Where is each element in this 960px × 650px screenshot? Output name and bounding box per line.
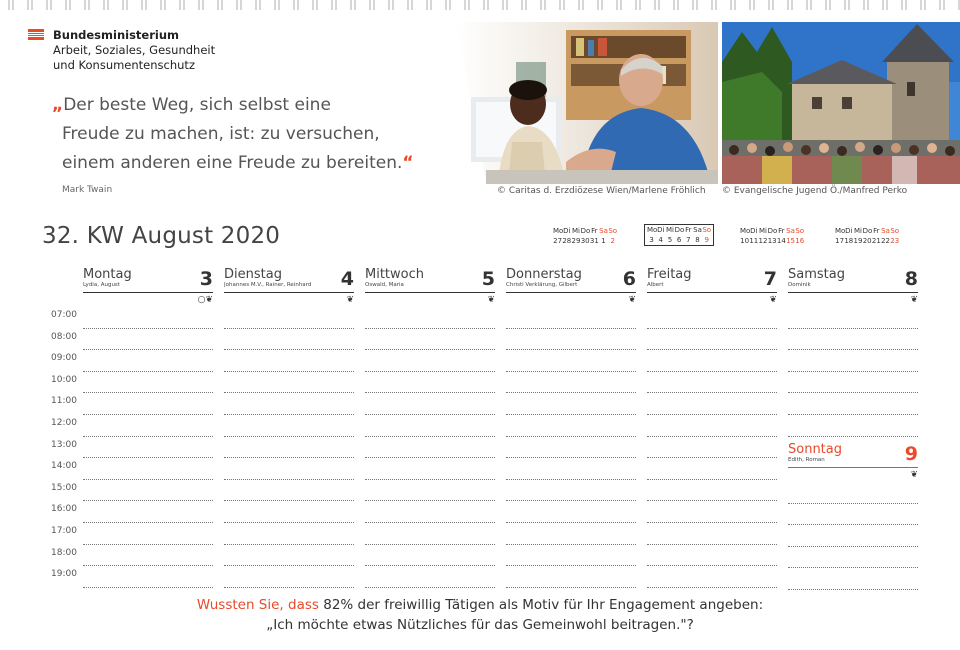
time-slot[interactable] <box>83 329 213 351</box>
time-slot[interactable] <box>224 458 354 480</box>
name-days: Dominik <box>788 282 811 288</box>
name-days: Lydia, August <box>83 282 120 288</box>
time-label: 17:00 <box>51 525 77 536</box>
full-moon-icon: ○ <box>197 295 206 305</box>
did-you-know-fact <box>0 595 960 635</box>
time-label: 18:00 <box>51 547 77 558</box>
time-slot[interactable] <box>365 415 495 437</box>
day-number: 6 <box>622 268 636 290</box>
time-slot[interactable] <box>647 545 777 567</box>
name-days: Johannes M.V., Rainer, Reinhard <box>224 282 312 288</box>
mini-calendar-next: MoDi MiDoFr SaSo 10111213141516 <box>740 227 805 245</box>
time-label: 12:00 <box>51 417 77 428</box>
time-slot[interactable] <box>224 393 354 415</box>
mini-calendar-current: MoDi MiDoFr SaSo 3 4 5 6 7 8 9 <box>644 224 714 246</box>
time-slot[interactable] <box>83 415 213 437</box>
day-column-monday <box>83 267 213 588</box>
ministry-line1: Bundesministerium <box>53 28 179 42</box>
photo-credit-2: © Evangelische Jugend Ö./Manfred Perko <box>722 186 908 196</box>
time-slot[interactable] <box>506 393 636 415</box>
photo-castle-group <box>722 22 960 184</box>
time-slot[interactable] <box>506 545 636 567</box>
leaf-icon: ❦ <box>487 295 495 305</box>
time-slot[interactable] <box>647 393 777 415</box>
quote-line2: Freude zu machen, ist: zu versuchen, <box>62 124 380 144</box>
time-slot[interactable] <box>788 547 918 569</box>
time-slot[interactable] <box>224 566 354 588</box>
time-slot[interactable] <box>224 350 354 372</box>
day-number: 8 <box>904 268 918 290</box>
day-name: Donnerstag <box>506 267 582 282</box>
fact-highlight: Wussten Sie, dass <box>196 597 319 613</box>
fact-line1: 82% der freiwillig Tätigen als Motiv für Ihr Engagement angeben: <box>318 597 764 613</box>
time-slot[interactable] <box>365 329 495 351</box>
day-column-sunday <box>788 442 918 590</box>
time-slot[interactable] <box>83 545 213 567</box>
time-slot[interactable] <box>788 393 918 415</box>
binding-spiral <box>0 0 960 10</box>
austria-flag-logo <box>28 29 44 40</box>
time-label: 14:00 <box>51 461 77 472</box>
time-slot[interactable] <box>788 372 918 394</box>
time-slot[interactable] <box>365 480 495 502</box>
time-slot[interactable] <box>788 482 918 504</box>
time-label: 16:00 <box>51 504 77 515</box>
day-column-wednesday <box>365 267 495 588</box>
close-quote-mark: “ <box>402 153 414 173</box>
day-name: Montag <box>83 267 132 282</box>
time-slot[interactable] <box>365 501 495 523</box>
time-slot[interactable] <box>224 480 354 502</box>
time-slot[interactable] <box>788 329 918 351</box>
time-slot[interactable] <box>506 437 636 459</box>
time-slot[interactable] <box>647 501 777 523</box>
time-slot[interactable] <box>365 566 495 588</box>
time-slot[interactable] <box>83 372 213 394</box>
time-slot[interactable] <box>365 437 495 459</box>
time-slot[interactable] <box>506 415 636 437</box>
day-number: 4 <box>340 268 354 290</box>
day-column-tuesday <box>224 267 354 588</box>
time-slot[interactable] <box>506 372 636 394</box>
time-slot[interactable] <box>224 523 354 545</box>
day-name: Sonntag <box>788 442 842 457</box>
quote-author: Mark Twain <box>62 185 113 195</box>
quote <box>52 91 414 178</box>
time-slot[interactable] <box>83 458 213 480</box>
leaf-icon: ❦ <box>910 295 918 305</box>
time-slot[interactable] <box>506 329 636 351</box>
quote-line1: Der beste Weg, sich selbst eine <box>63 95 331 115</box>
time-label: 07:00 <box>51 310 77 320</box>
time-label: 19:00 <box>51 569 77 580</box>
leaf-icon: ❦ <box>346 295 354 305</box>
time-label: 15:00 <box>51 482 77 493</box>
ministry-name <box>53 28 215 73</box>
time-slot[interactable] <box>647 480 777 502</box>
day-number: 7 <box>763 268 777 290</box>
time-slot[interactable] <box>506 307 636 329</box>
day-column-thursday <box>506 267 636 588</box>
time-slot[interactable] <box>788 525 918 547</box>
mini-calendar-prev: MoDi MiDoFr SaSo 2728293031 1 2 <box>553 227 618 245</box>
open-quote-mark: „ <box>52 95 64 115</box>
time-slot[interactable] <box>365 350 495 372</box>
ministry-line2: Arbeit, Soziales, Gesundheit <box>53 43 216 57</box>
time-slot[interactable] <box>506 458 636 480</box>
time-slot[interactable] <box>365 458 495 480</box>
time-slot[interactable] <box>365 307 495 329</box>
time-slot[interactable] <box>83 480 213 502</box>
time-slot[interactable] <box>83 350 213 372</box>
time-slot[interactable] <box>647 415 777 437</box>
time-slot[interactable] <box>83 501 213 523</box>
day-name: Freitag <box>647 267 692 282</box>
day-name: Samstag <box>788 267 845 282</box>
time-slot[interactable] <box>788 415 918 437</box>
time-slot[interactable] <box>647 523 777 545</box>
time-slot[interactable] <box>224 307 354 329</box>
day-name: Dienstag <box>224 267 282 282</box>
day-name: Mittwoch <box>365 267 424 282</box>
time-slot[interactable] <box>365 372 495 394</box>
name-days: Oswald, Maria <box>365 282 404 288</box>
fact-line2: „Ich möchte etwas Nützliches für das Gemeinwohl beitragen."? <box>266 617 694 633</box>
time-label: 10:00 <box>51 374 77 385</box>
time-slot[interactable] <box>83 393 213 415</box>
time-slot[interactable] <box>365 523 495 545</box>
day-column-saturday <box>788 267 918 437</box>
time-slot[interactable] <box>224 501 354 523</box>
photo-volunteers-desk <box>416 22 718 184</box>
day-number: 3 <box>199 268 213 290</box>
day-column-friday <box>647 267 777 588</box>
time-label: 13:00 <box>51 439 77 450</box>
time-slot[interactable] <box>647 458 777 480</box>
time-slot[interactable] <box>647 307 777 329</box>
mini-calendar-after: MoDi MiDoFr SaSo 17181920212223 <box>835 227 900 245</box>
name-days: Albert <box>647 282 664 288</box>
time-slot[interactable] <box>506 566 636 588</box>
day-number: 5 <box>481 268 495 290</box>
time-slot[interactable] <box>506 501 636 523</box>
time-slot[interactable] <box>788 504 918 526</box>
time-slot[interactable] <box>647 566 777 588</box>
day-number: 9 <box>904 443 918 465</box>
ministry-line3: und Konsumentenschutz <box>53 58 195 72</box>
time-label: 08:00 <box>51 331 77 342</box>
name-days: Christi Verklärung, Gilbert <box>506 282 578 288</box>
time-slot[interactable] <box>224 545 354 567</box>
time-slot[interactable] <box>788 568 918 590</box>
time-slot[interactable] <box>224 372 354 394</box>
time-labels <box>51 308 77 589</box>
week-title: 32. KW August 2020 <box>42 223 281 249</box>
time-slot[interactable] <box>788 350 918 372</box>
leaf-icon: ❦ <box>910 470 918 480</box>
time-slot[interactable] <box>506 480 636 502</box>
time-slot[interactable] <box>647 372 777 394</box>
leaf-icon: ❦ <box>769 295 777 305</box>
time-slot[interactable] <box>224 437 354 459</box>
time-slot[interactable] <box>83 566 213 588</box>
leaf-icon: ❦ <box>205 295 213 305</box>
photo-credit-1: © Caritas d. Erzdiözese Wien/Marlene Fröhlich <box>497 186 706 196</box>
time-slot[interactable] <box>224 329 354 351</box>
time-label: 09:00 <box>51 353 77 364</box>
name-days: Edith, Roman <box>788 457 825 463</box>
time-slot[interactable] <box>647 329 777 351</box>
time-slot[interactable] <box>647 350 777 372</box>
leaf-icon: ❦ <box>628 295 636 305</box>
time-slot[interactable] <box>224 415 354 437</box>
time-slot[interactable] <box>647 437 777 459</box>
time-slot[interactable] <box>83 523 213 545</box>
time-slot[interactable] <box>83 437 213 459</box>
time-slot[interactable] <box>788 307 918 329</box>
moon-phase-and-mood-icons <box>83 295 213 307</box>
time-label: 11:00 <box>51 396 77 407</box>
time-slot[interactable] <box>365 393 495 415</box>
time-slot[interactable] <box>506 523 636 545</box>
quote-line3: einem anderen eine Freude zu bereiten. <box>62 153 403 173</box>
time-slot[interactable] <box>83 307 213 329</box>
time-slot[interactable] <box>506 350 636 372</box>
time-slot[interactable] <box>365 545 495 567</box>
